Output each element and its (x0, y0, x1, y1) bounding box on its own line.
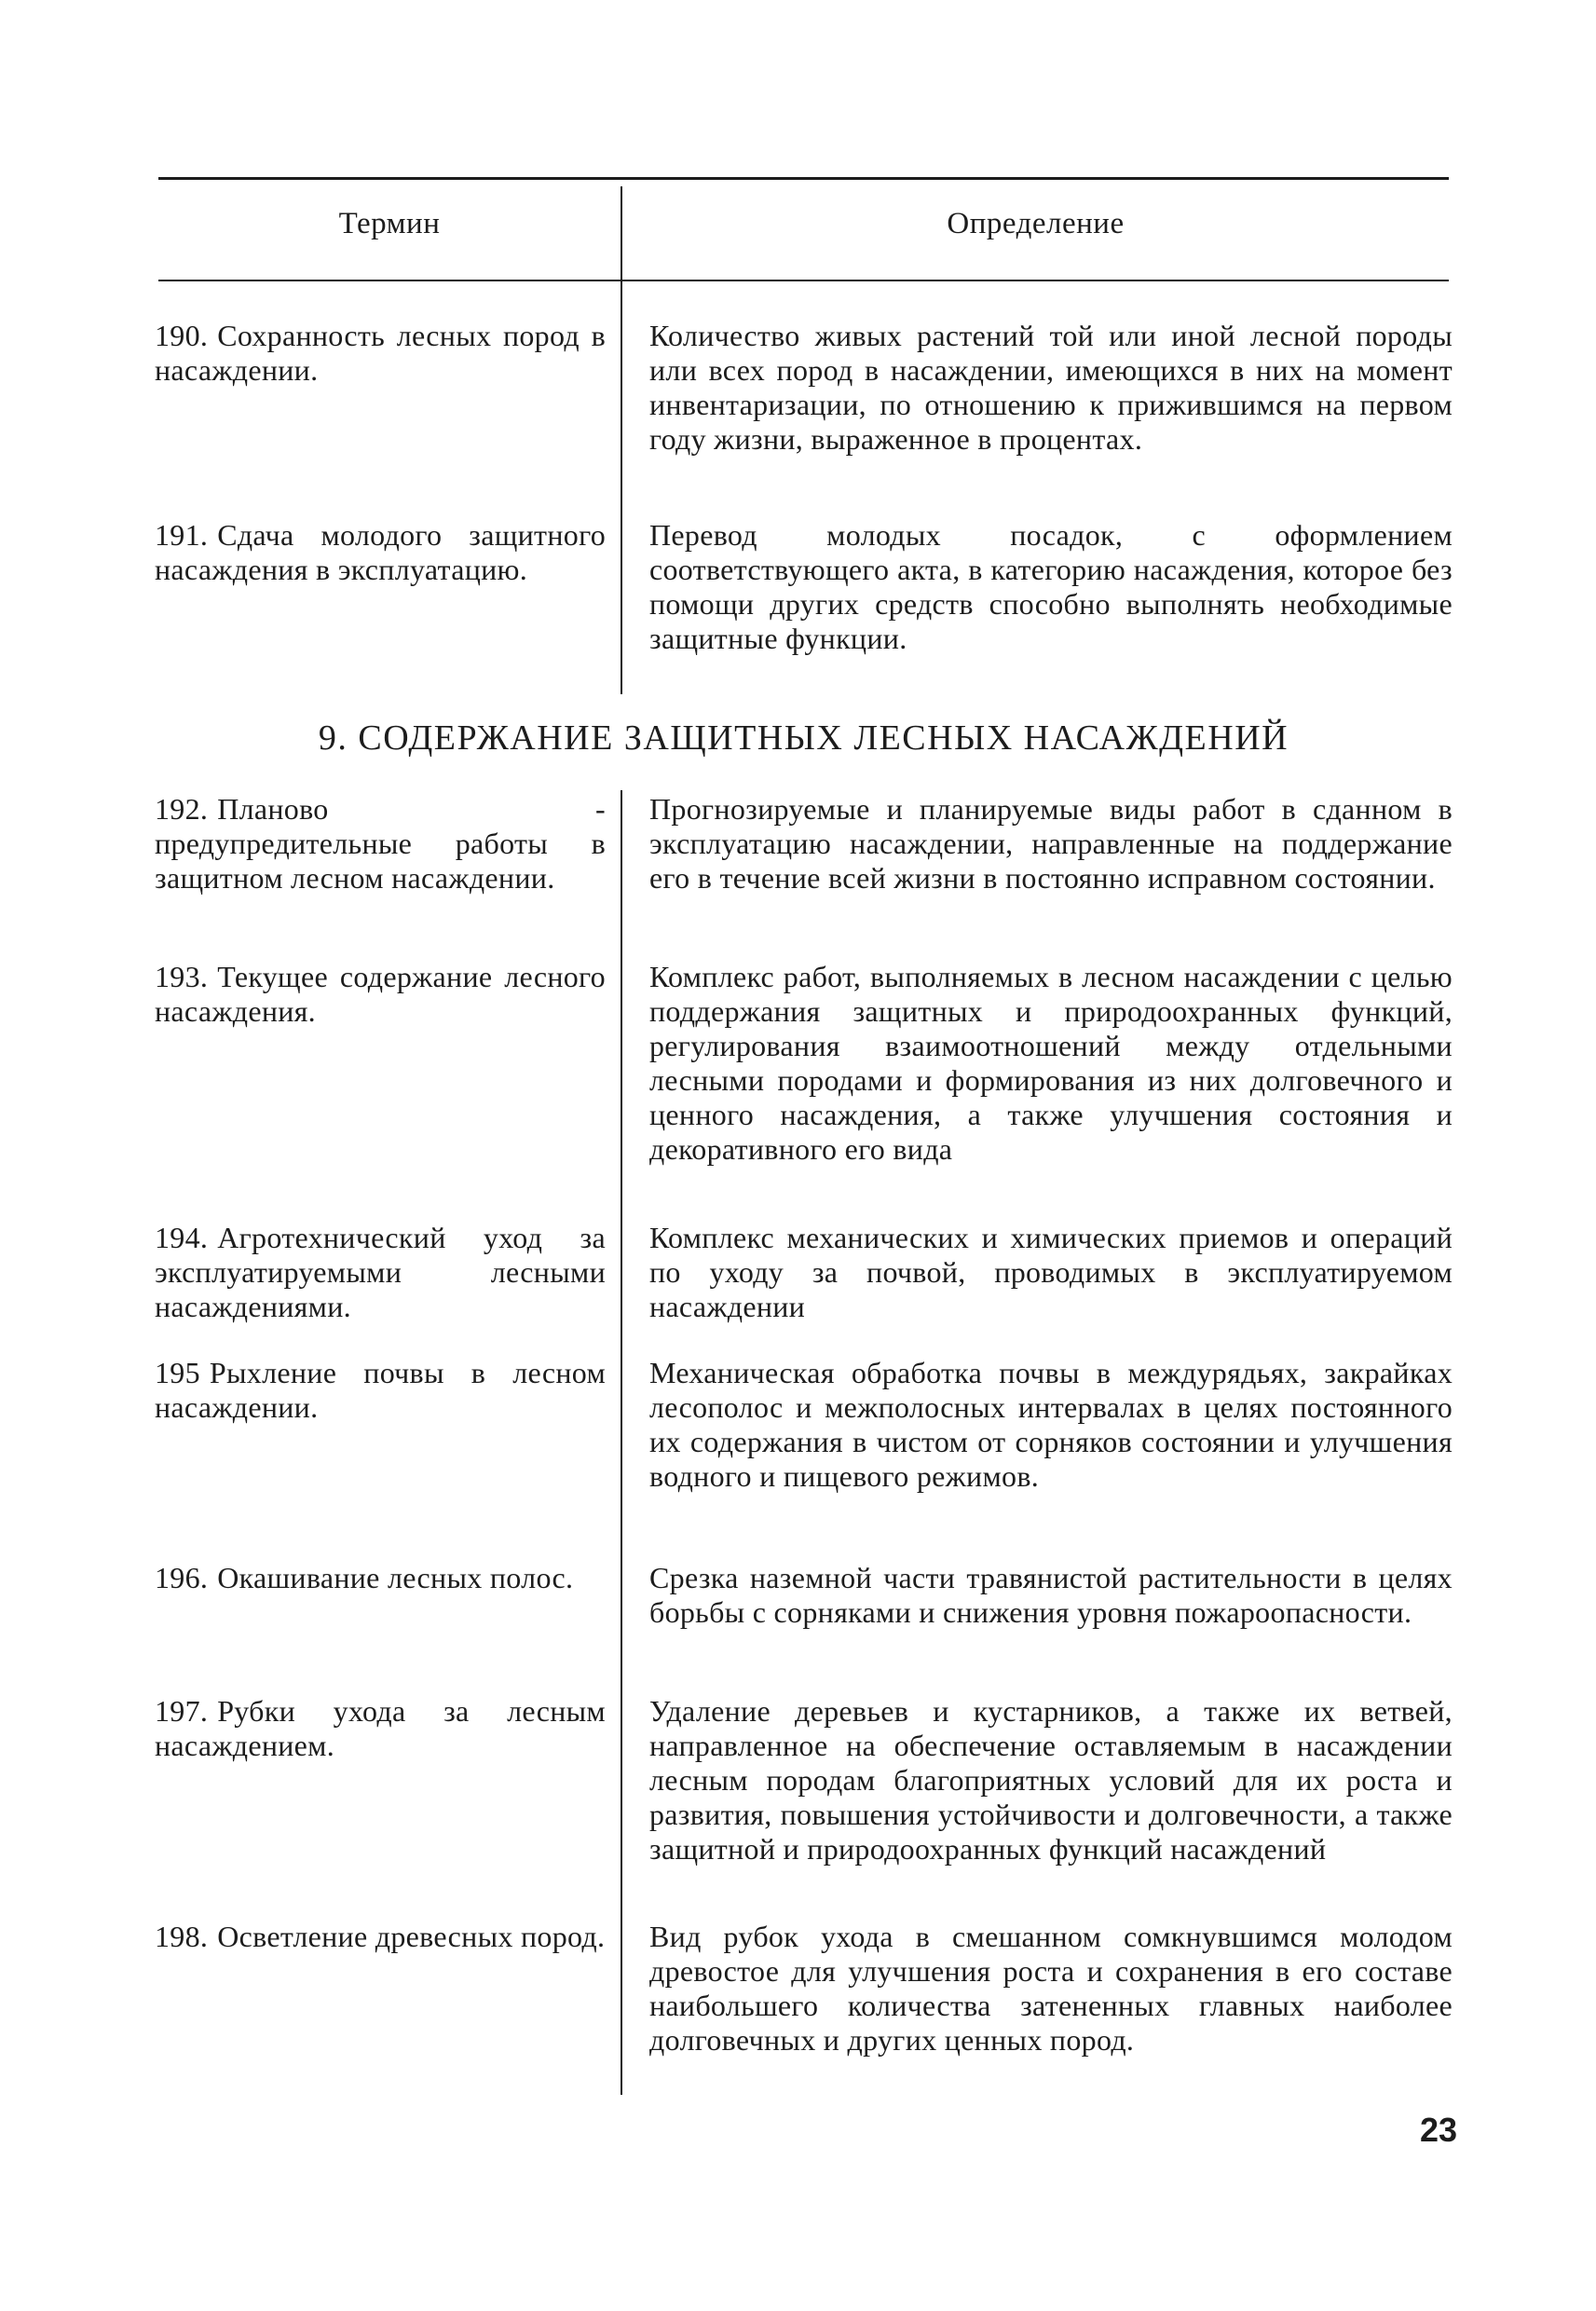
term-194 (155, 1221, 606, 1324)
term-191 (155, 518, 606, 587)
section-title: 9. СОДЕРЖАНИЕ ЗАЩИТНЫХ ЛЕСНЫХ НАСАЖДЕНИЙ (318, 718, 1289, 758)
term-number: 194. (155, 1221, 209, 1254)
definition-196: Срезка наземной части травянистой растительности в целях борьбы с сорняками и снижения уровня пожароопасности. (649, 1561, 1453, 1629)
term-193 (155, 960, 606, 1029)
term-number: 197. (155, 1694, 209, 1728)
header-term: Термин (338, 207, 441, 240)
definition-193: Комплекс работ, выполняемых в лесном насаждении с целью поддержания защитных и природоохранных функций, регулирования взаимоотношений между отдельными лесными породами и формирования из них долговечного и ценного насаждения, а также улучшения состояния и декоративного его вида (649, 960, 1453, 1166)
term-number: 190. (155, 319, 209, 352)
term-198 (155, 1920, 606, 1954)
term-number: 195 (155, 1356, 200, 1389)
term-text: Окашивание лесных полос. (217, 1561, 574, 1594)
table-top-rule (158, 177, 1449, 180)
term-number: 191. (155, 518, 209, 552)
term-196 (155, 1561, 606, 1595)
term-text: Рубки ухода за лесным насаждением. (155, 1694, 606, 1762)
term-text: Рыхление почвы в лесном насаждении. (155, 1356, 606, 1424)
term-number: 198. (155, 1920, 209, 1953)
term-number: 192. (155, 792, 209, 826)
term-190 (155, 319, 606, 388)
term-number: 193. (155, 960, 209, 993)
column-divider (621, 186, 622, 694)
definition-197: Удаление деревьев и кустарников, а также их ветвей, направленное на обеспечение оставляемым в насаждении лесным породам благоприятных условий для их роста и развития, повышения устойчивости и долговечности, а также защитной и природоохранных функций насаждений (649, 1694, 1453, 1866)
definition-191: Перевод молодых посадок, с оформлением соответствующего акта, в категорию насаждения, которое без помощи других средств способно выполнять необходимые защитные функции. (649, 518, 1453, 655)
definition-195: Механическая обработка почвы в междурядьях, закрайках лесополос и межполосных интервалах в целях постоянного их содержания в чистом от сорняков состоянии и улучшения водного и пищевого режимов. (649, 1356, 1453, 1493)
term-text: Текущее содержание лесного насаждения. (155, 960, 606, 1028)
term-text: Осветление древесных пород. (217, 1920, 606, 1953)
term-text: Планово - предупредительные работы в защитном лесном насаждении. (155, 792, 606, 895)
definition-190: Количество живых растений той или иной лесной породы или всех пород в насаждении, имеющихся в них на момент инвентаризации, по отношению к прижившимся на первом году жизни, выраженное в процентах. (649, 319, 1453, 456)
term-number: 196. (155, 1561, 209, 1594)
term-text: Агротехнический уход за эксплуатируемыми лесными насаждениями. (155, 1221, 606, 1323)
term-195 (155, 1356, 606, 1425)
definition-198: Вид рубок ухода в смешанном сомкнувшимся молодом древостое для улучшения роста и сохранения в его составе наибольшего количества затененных главных наиболее долговечных и других ценных пород. (649, 1920, 1453, 2057)
definition-192: Прогнозируемые и планируемые виды работ в сданном в эксплуатацию насаждении, направленные на поддержание его в течение всей жизни в постоянно исправном состоянии. (649, 792, 1453, 895)
term-197 (155, 1694, 606, 1763)
header-definition: Определение (947, 207, 1125, 240)
page-number: 23 (1419, 2111, 1457, 2149)
term-text: Сохранность лесных пород в насаждении. (155, 319, 606, 387)
term-text: Сдача молодого защитного насаждения в эксплуатацию. (155, 518, 606, 586)
table-header-rule (158, 280, 1449, 281)
term-192 (155, 792, 606, 896)
column-divider (621, 790, 622, 2095)
definition-194: Комплекс механических и химических приемов и операций по уходу за почвой, проводимых в эксплуатируемом насаждении (649, 1221, 1453, 1323)
